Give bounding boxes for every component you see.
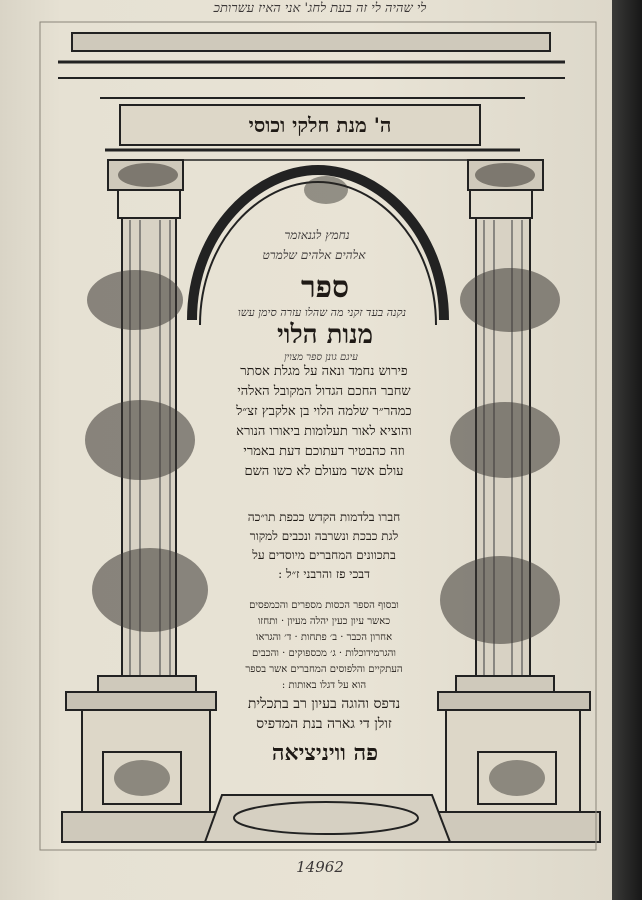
printer-line-1: נדפס והוגה בעיון רב בתכלית	[247, 696, 401, 712]
small-print-line: העתקיים והלפוסים המחברים אשר בספר	[245, 664, 403, 675]
imprint-place: פה וויניציאה	[271, 740, 379, 766]
right-column	[428, 160, 600, 842]
description-line: שחבר החכם הגדול המקובל האלהי	[237, 384, 411, 399]
handwritten-mid-note-2: עיגם גונן ספר מצוין	[284, 352, 358, 363]
handwritten-mid-note-1: נקנה בעד זקני מה שהלו עזרה סימן עשו	[237, 306, 407, 319]
small-print-line: כאשר עיון כעין יהלה מעיון · ותחזו	[257, 616, 391, 627]
small-print-line: הוא על דגלו באותות :	[281, 680, 367, 691]
small-print-line: והגרמידוכלות · ג׳ מכספוקים · והכבים	[252, 648, 396, 659]
printer-line-2: זולן די גארה בנת המדפיס	[256, 716, 392, 732]
handwritten-arch-note-2: אלהים אלהים שלמרט	[262, 248, 366, 262]
preface-line: חברו בלדמות הקדש ככפת תו״כה	[247, 510, 401, 524]
page-subtitle: מנות הלוי	[276, 320, 373, 350]
description-block	[206, 362, 442, 482]
small-print-block	[210, 598, 438, 694]
page-title: ספר	[300, 270, 350, 305]
description-line: כמהר״ר שלמה הלוי בן אלקבץ זצ״ל	[236, 404, 412, 419]
description-line: והוציא לאור תעלומות ביאורו הנורא	[236, 424, 412, 439]
page-header: ה' מנת חלקי וכוסי	[248, 113, 392, 137]
preface-line: דבכי פז והרבני ז״ל :	[278, 567, 370, 581]
preface-line: בתכוונים המחברים מיוסדים על	[252, 548, 396, 562]
description-line: פירוש נחמד ונאה על מגלת אסתר	[240, 364, 408, 379]
handwritten-top-note: לי שהיה לי זה בעת לחג' אני האיז עשרותכ	[213, 1, 427, 16]
description-line: עולם אשר מעולם לא כשו השם	[244, 464, 404, 479]
preface-line: לגת כבכת ונשרבה ונכבים למקור	[249, 529, 399, 543]
description-line: וזה כהבטיר דעתוכם דעת באמרי	[243, 444, 405, 459]
small-print-line: אחרון הכבר · ב׳ פתחות · ד׳ והגראו	[255, 632, 393, 643]
preface-block	[206, 508, 442, 584]
catalog-number: 14962	[296, 858, 344, 876]
small-print-line: ובסוף הספר הכסות מספרים והכמפסים	[249, 600, 399, 611]
handwritten-arch-note-1: נחמץ לגנאזמר	[284, 228, 350, 242]
